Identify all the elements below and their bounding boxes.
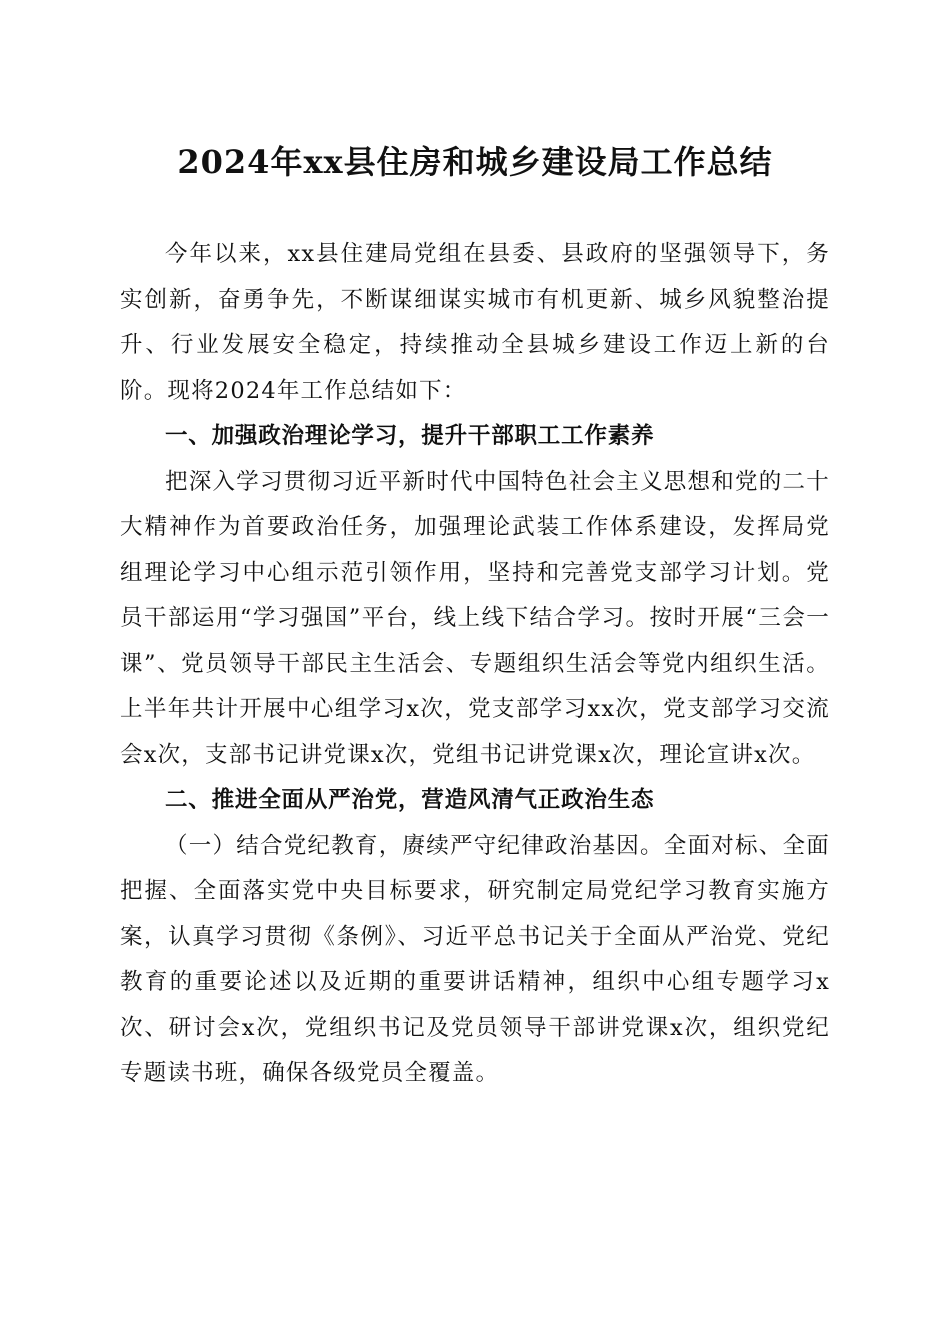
intro-paragraph: 今年以来，xx县住建局党组在县委、县政府的坚强领导下，务实创新，奋勇争先，不断谋细谋实城市有机更新、城乡风貌整治提升、行业发展安全稳定，持续推动全县城乡建设工作迈上新的台阶。现将2024年工作总结如下： — [120, 241, 830, 404]
section-1-paragraph: 把深入学习贯彻习近平新时代中国特色社会主义思想和党的二十大精神作为首要政治任务，加强理论武装工作体系建设，发挥局党组理论学习中心组示范引领作用，坚持和完善党支部学习计划。党员干部运用“学习强国”平台，线上线下结合学习。按时开展“三会一课”、党员领导干部民主生活会、专题组织生活会等党内组织生活。上半年共计开展中心组学习x次，党支部学习xx次，党支部学习交流会x次，支部书记讲党课x次，党组书记讲党课x次，理论宣讲x次。 — [120, 468, 830, 768]
section-2-paragraph: （一）结合党纪教育，赓续严守纪律政治基因。全面对标、全面把握、全面落实党中央目标要求，研究制定局党纪学习教育实施方案，认真学习贯彻《条例》、习近平总书记关于全面从严治党、党纪教育的重要论述以及近期的重要讲话精神，组织中心组专题学习x次、研讨会x次，党组织书记及党员领导干部讲党课x次，组织党纪专题读书班，确保各级党员全覆盖。 — [120, 832, 830, 1086]
section-1-heading: 一、加强政治理论学习，提升干部职工工作素养 — [165, 423, 655, 449]
document-body — [120, 232, 830, 1097]
document-title: 2024年xx县住房和城乡建设局工作总结 — [177, 143, 773, 181]
section-2-heading: 二、推进全面从严治党，营造风清气正政治生态 — [165, 787, 655, 813]
